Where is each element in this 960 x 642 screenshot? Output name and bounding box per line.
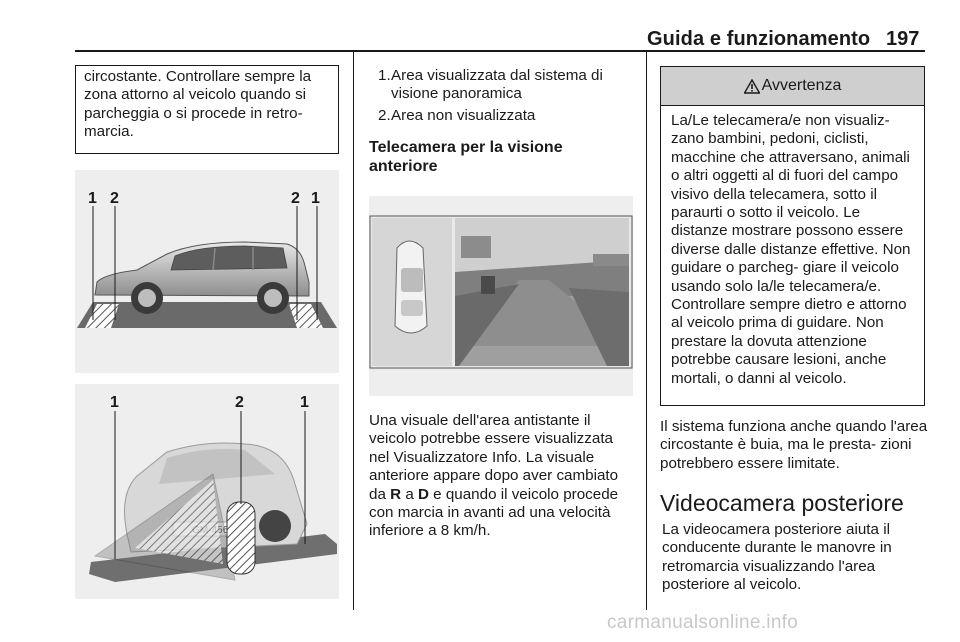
paragraph-text: a [401, 485, 418, 503]
paragraph-text: Una visuale dell'area antistante il veicolo potrebbe essere visualizzata nel Visualizzatore Info. La visuale anteriore appare dopo aver cambiato da [369, 412, 619, 503]
front-camera-paragraph [369, 412, 633, 541]
column-divider [353, 52, 354, 610]
gear-r-label: R [390, 485, 402, 503]
figure-callout: 2 [110, 190, 119, 207]
warning-title: Avvertenza [761, 77, 842, 94]
warning-header [661, 67, 924, 106]
subheading: Telecamera per la visione anteriore [369, 139, 563, 175]
side-view-figure [75, 170, 339, 373]
legend-item [369, 67, 631, 104]
warning-triangle-icon [744, 79, 760, 94]
section-title: Videocamera posteriore [660, 490, 904, 516]
figure-callout: 2 [235, 394, 244, 411]
legend-number: 1. [378, 67, 391, 84]
ground-area [77, 302, 337, 328]
darkness-paragraph: Il sistema funziona anche quando l'area circostante è buia, ma le presta- zioni potrebbero essere limitate. [660, 418, 928, 472]
front-camera-display-figure [369, 196, 633, 396]
legend-text: Area non visualizzata [391, 106, 536, 124]
page-number: 197 [886, 28, 920, 50]
top-view-pane [372, 218, 452, 366]
figure-callout: 1 [311, 190, 320, 207]
legend-number: 2. [378, 106, 391, 124]
page-header-title: Guida e funzionamento [647, 28, 871, 50]
legend-text: Area visualizzata dal sistema di visione panoramica [391, 67, 603, 103]
rear-camera-paragraph: La videocamera posteriore aiuta il conducente durante le manovre in retromarcia visualizzando l'area posteriore al veicolo. [662, 521, 892, 594]
figure-callout: 1 [110, 394, 119, 411]
watermark: carmanualsonline.info [607, 612, 799, 633]
column-divider [646, 52, 647, 610]
figure-callout: 2 [291, 190, 300, 207]
paragraph-text: e quando il veicolo procede con marcia in avanti ad una velocità inferiore a 8 km/h. [369, 485, 619, 540]
warning-box [660, 66, 925, 406]
camera-view-pane [455, 218, 629, 366]
legend-item [369, 107, 631, 125]
warning-text: La/Le telecamera/e non visualiz- zano bambini, pedoni, ciclisti, macchine che attraversano, animali o altri oggetti al di fuori del campo visivo della telecamera, sotto il paraurti o sotto il veicolo. Le distanze mostrare possono essere diverse dalle distanze effettive. Non guidare o parcheg- giare il veicolo usando solo la/le telecamera/e. Controllare sempre dietro e attorno al veicolo prima di guidare. Non prestare la dovuta attenzione potrebbe causare lesioni, anche mortali, o danni al veicolo. [671, 112, 911, 387]
figure-callout: 1 [300, 394, 309, 411]
side-camera-area [227, 502, 255, 574]
gear-d-label: D [417, 485, 429, 503]
continued-text-box: circostante. Controllare sempre la zona attorno al veicolo quando si parcheggia o si procede in retro- marcia. [75, 65, 339, 154]
figure-callout: 1 [88, 190, 97, 207]
header-rule [75, 50, 925, 52]
front-view-figure [75, 384, 339, 599]
legend-list [369, 67, 631, 128]
